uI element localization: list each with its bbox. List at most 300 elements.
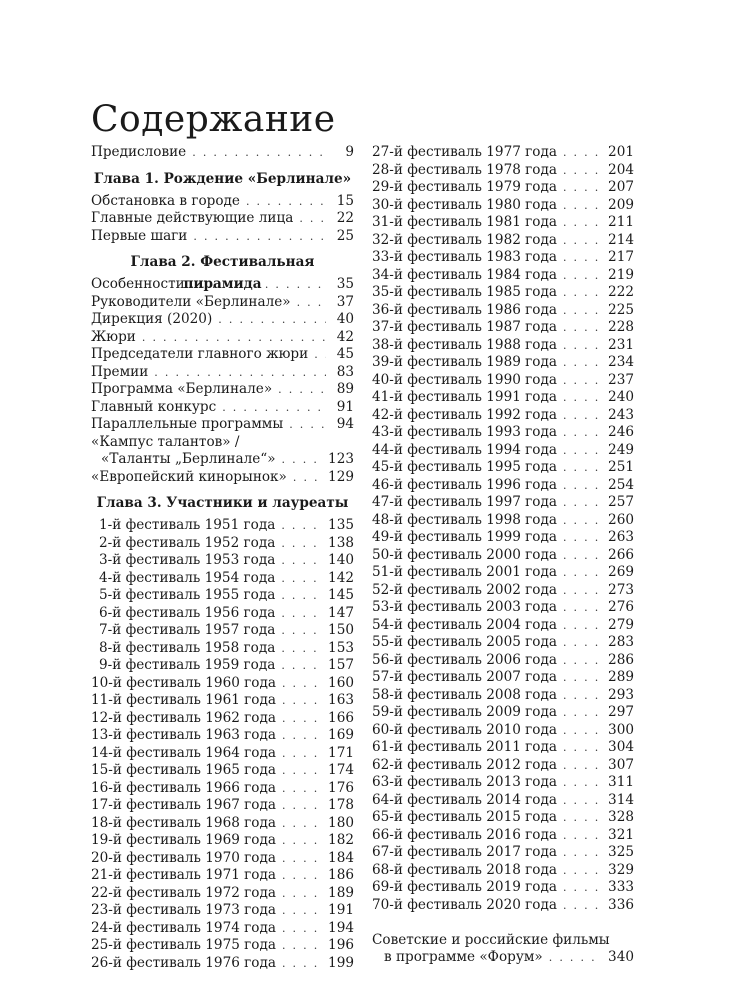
toc-page-number: 329	[608, 861, 634, 878]
toc-entry[interactable]	[91, 364, 354, 382]
toc-page-number: 201	[608, 144, 634, 160]
toc-page-number: 176	[328, 779, 354, 796]
dot-leader	[297, 294, 326, 312]
toc-entry[interactable]	[372, 214, 634, 232]
toc-page-number: 166	[328, 709, 354, 726]
toc-entry[interactable]	[91, 416, 354, 434]
toc-entry-title: 42-й фестиваль 1992 года	[372, 406, 557, 423]
toc-right-column	[372, 144, 634, 967]
toc-entry[interactable]	[91, 210, 354, 228]
dot-leader	[218, 311, 326, 329]
toc-entry-title: Первые шаги	[91, 227, 188, 244]
toc-entry-title: 17-й фестиваль 1967 года	[91, 797, 276, 813]
toc-entry-title: 37-й фестиваль 1987 года	[372, 319, 557, 335]
toc-entry[interactable]	[372, 634, 634, 652]
toc-entry[interactable]	[372, 459, 634, 477]
dot-leader	[563, 319, 602, 337]
toc-entry-title: 15-й фестиваль 1965 года	[91, 762, 276, 778]
dot-leader	[282, 850, 322, 868]
dot-leader	[563, 547, 602, 565]
toc-entry-title: 52-й фестиваль 2002 года	[372, 581, 557, 598]
toc-page-number: 171	[328, 744, 354, 761]
toc-entry-title: Предисловие	[91, 144, 187, 160]
toc-entry[interactable]	[91, 885, 354, 903]
toc-page-number: 169	[328, 727, 354, 743]
toc-page-number: 240	[608, 389, 634, 405]
toc-entry-title: 23-й фестиваль 1973 года	[91, 902, 276, 918]
toc-entry[interactable]	[372, 529, 634, 547]
toc-entry[interactable]	[91, 675, 354, 693]
toc-page-number: 191	[328, 902, 354, 918]
dot-leader	[282, 815, 322, 833]
toc-entry[interactable]	[372, 494, 634, 512]
toc-page-number: 186	[328, 867, 354, 883]
toc-page-number: 279	[608, 616, 634, 633]
dot-leader	[281, 622, 322, 640]
toc-page-number: 211	[608, 214, 634, 230]
toc-entry[interactable]	[372, 652, 634, 670]
dot-leader	[563, 582, 602, 600]
toc-entry[interactable]	[91, 399, 354, 417]
spacer	[372, 914, 634, 932]
toc-page-number: 160	[328, 674, 354, 691]
toc-entry-title: 46-й фестиваль 1996 года	[372, 476, 557, 493]
toc-entry[interactable]	[372, 669, 634, 687]
dot-leader	[192, 144, 326, 162]
toc-entry[interactable]	[372, 792, 634, 810]
toc-entry-title: Главные действующие лица	[91, 210, 294, 226]
toc-entry[interactable]	[372, 547, 634, 565]
dot-leader	[282, 780, 322, 798]
toc-page-number: 249	[608, 441, 634, 458]
dot-leader	[563, 214, 602, 232]
toc-entry[interactable]	[91, 780, 354, 798]
dot-leader	[282, 955, 322, 973]
toc-page-number: 145	[328, 587, 354, 603]
dot-leader	[563, 897, 602, 915]
toc-page-number: 147	[328, 604, 354, 621]
toc-page-number: 199	[328, 954, 354, 971]
toc-page-number: 138	[328, 534, 354, 551]
dot-leader	[246, 193, 326, 211]
chapter-3-entries	[91, 517, 354, 972]
toc-entry-title: Обстановка в городе	[91, 192, 240, 209]
toc-entry-title: 20-й фестиваль 1970 года	[91, 849, 276, 866]
toc-entry[interactable]	[91, 605, 354, 623]
toc-entry-title: 31-й фестиваль 1981 года	[372, 214, 557, 230]
toc-entry[interactable]	[91, 955, 354, 973]
toc-entry-title: 18-й фестиваль 1968 года	[91, 814, 276, 831]
toc-entry[interactable]	[91, 657, 354, 675]
toc-entry[interactable]	[91, 640, 354, 658]
toc-entry[interactable]	[372, 249, 634, 267]
dot-leader	[563, 634, 602, 652]
toc-page-number: 254	[608, 476, 634, 493]
dot-leader	[563, 407, 602, 425]
toc-entry[interactable]	[372, 739, 634, 757]
toc-entry[interactable]	[372, 827, 634, 845]
toc-entry[interactable]	[91, 346, 354, 364]
toc-page-number: 214	[608, 231, 634, 248]
toc-page-number: 314	[608, 791, 634, 808]
dot-leader	[293, 469, 322, 487]
toc-page-number: 257	[608, 494, 634, 510]
toc-page-number: 321	[608, 826, 634, 843]
dot-leader	[282, 832, 322, 850]
toc-entry-title: 62-й фестиваль 2012 года	[372, 756, 557, 773]
toc-page-number: 231	[608, 336, 634, 353]
toc-entry[interactable]	[372, 722, 634, 740]
dot-leader	[281, 657, 322, 675]
toc-entry[interactable]	[372, 267, 634, 285]
dot-leader	[563, 232, 602, 250]
toc-entry[interactable]	[372, 197, 634, 215]
toc-page-number: 163	[328, 692, 354, 708]
toc-page-number: 150	[328, 622, 354, 638]
toc-page-number: 293	[608, 686, 634, 703]
dot-leader	[193, 228, 326, 246]
dot-leader	[222, 399, 326, 417]
toc-page-number: 228	[608, 319, 634, 335]
toc-entry[interactable]	[91, 329, 354, 347]
dot-leader	[563, 862, 602, 880]
toc-page-number: 217	[608, 249, 634, 265]
toc-entry-title: Председатели главного жюри	[91, 346, 309, 362]
toc-entry-title: 65-й фестиваль 2015 года	[372, 809, 557, 825]
toc-page-number: 140	[328, 552, 354, 568]
toc-entry-title: 44-й фестиваль 1994 года	[372, 441, 557, 458]
toc-entry[interactable]	[91, 193, 354, 211]
toc-page-number: 45	[336, 346, 354, 362]
toc-entry-title: 19-й фестиваль 1969 года	[91, 832, 276, 848]
toc-entry[interactable]	[372, 862, 634, 880]
toc-entry[interactable]	[372, 162, 634, 180]
chapter-heading-2[interactable]: Глава 2. Фестивальная пирамида	[130, 254, 315, 292]
toc-entry[interactable]	[372, 232, 634, 250]
dot-leader	[563, 442, 602, 460]
toc-entry-title: 26-й фестиваль 1976 года	[91, 954, 276, 971]
dot-leader	[563, 739, 602, 757]
toc-entry[interactable]	[372, 512, 634, 530]
toc-entry-title: 10-й фестиваль 1960 года	[91, 674, 276, 691]
chapter-heading-3[interactable]: Глава 3. Участники и лауреаты	[96, 495, 349, 511]
toc-entry[interactable]	[372, 477, 634, 495]
chapter-2-entries	[91, 276, 354, 434]
toc-entry[interactable]	[372, 582, 634, 600]
toc-entry-title: 36-й фестиваль 1986 года	[372, 301, 557, 318]
dot-leader	[282, 885, 322, 903]
toc-entry[interactable]	[372, 302, 634, 320]
toc-page-number: 157	[328, 657, 354, 673]
toc-entry[interactable]	[372, 617, 634, 635]
toc-entry-title: 13-й фестиваль 1963 года	[91, 727, 276, 743]
toc-entry-title: 25-й фестиваль 1975 года	[91, 937, 276, 953]
toc-page-number: 219	[608, 266, 634, 283]
dot-leader	[282, 867, 322, 885]
toc-entry-title: 57-й фестиваль 2007 года	[372, 669, 557, 685]
dot-leader	[563, 337, 602, 355]
toc-entry[interactable]	[372, 774, 634, 792]
toc-entry[interactable]	[91, 815, 354, 833]
toc-entry-title: 47-й фестиваль 1997 года	[372, 494, 557, 510]
toc-entry-title: Советские и российские фильмы	[372, 931, 610, 948]
toc-entry-title: Руководители «Берлинале»	[91, 293, 291, 310]
dot-leader	[563, 704, 602, 722]
toc-entry-title: 48-й фестиваль 1998 года	[372, 511, 557, 528]
dot-leader	[563, 792, 602, 810]
dot-leader	[563, 599, 602, 617]
dot-leader	[563, 372, 602, 390]
dot-leader	[282, 745, 322, 763]
toc-entry-title: 70-й фестиваль 2020 года	[372, 896, 557, 913]
toc-entry[interactable]	[91, 276, 354, 294]
toc-page-number: 243	[608, 406, 634, 423]
dot-leader	[563, 459, 602, 477]
toc-page-number: 123	[328, 451, 354, 467]
toc-entry-preface[interactable]	[91, 144, 354, 162]
toc-entry[interactable]	[91, 622, 354, 640]
toc-entry-title: 24-й фестиваль 1974 года	[91, 919, 276, 936]
festival-entries	[372, 144, 634, 914]
toc-entry-title: 68-й фестиваль 2018 года	[372, 861, 557, 878]
dot-leader	[191, 276, 326, 294]
toc-page-number: 283	[608, 634, 634, 650]
chapter-1-entries	[91, 193, 354, 246]
toc-entry-campus-cont[interactable]	[91, 451, 354, 469]
dot-leader	[281, 517, 322, 535]
toc-page-number: 184	[328, 849, 354, 866]
toc-page-number: 300	[608, 721, 634, 738]
toc-entry[interactable]	[91, 692, 354, 710]
toc-entry[interactable]	[91, 937, 354, 955]
toc-entry-title: 59-й фестиваль 2009 года	[372, 704, 557, 720]
toc-page-number: 304	[608, 739, 634, 755]
toc-page-number: 89	[336, 381, 354, 397]
toc-entry-title: 3-й фестиваль 1953 года	[99, 552, 276, 568]
toc-entry[interactable]	[372, 704, 634, 722]
toc-entry-title: 34-й фестиваль 1984 года	[372, 266, 557, 283]
toc-entry[interactable]	[372, 757, 634, 775]
toc-entry[interactable]	[372, 284, 634, 302]
toc-entry-title: 9-й фестиваль 1959 года	[99, 657, 276, 673]
toc-entry[interactable]	[91, 228, 354, 246]
toc-entry[interactable]	[372, 407, 634, 425]
toc-entry[interactable]	[372, 442, 634, 460]
toc-entry[interactable]	[91, 832, 354, 850]
dot-leader	[289, 416, 326, 434]
toc-entry[interactable]	[372, 424, 634, 442]
toc-page-number: 222	[608, 284, 634, 300]
toc-page-number: 307	[608, 756, 634, 773]
toc-entry[interactable]	[91, 587, 354, 605]
dot-leader	[563, 354, 602, 372]
toc-page-number: 142	[328, 569, 354, 586]
toc-entry[interactable]	[91, 381, 354, 399]
toc-page-number: 263	[608, 529, 634, 545]
toc-page-number: 297	[608, 704, 634, 720]
toc-page-number: 9	[345, 144, 354, 160]
dot-leader	[563, 722, 602, 740]
toc-entry-title: 7-й фестиваль 1957 года	[99, 622, 276, 638]
toc-entry-title: 29-й фестиваль 1979 года	[372, 179, 557, 195]
toc-entry[interactable]	[91, 762, 354, 780]
toc-entry[interactable]	[91, 920, 354, 938]
toc-entry-title: Параллельные программы	[91, 416, 284, 432]
page-title: Содержание	[91, 99, 336, 140]
dot-leader	[563, 652, 602, 670]
toc-entry-title: 49-й фестиваль 1999 года	[372, 529, 557, 545]
toc-page-number: 276	[608, 599, 634, 615]
toc-left-column	[91, 144, 354, 972]
toc-entry-title: 64-й фестиваль 2014 года	[372, 791, 557, 808]
toc-entry-title: 1-й фестиваль 1951 года	[99, 517, 276, 533]
dot-leader	[563, 162, 602, 180]
toc-entry-title: 63-й фестиваль 2013 года	[372, 774, 557, 790]
toc-page-number: 37	[336, 293, 354, 310]
toc-page-number: 178	[328, 797, 354, 813]
toc-entry[interactable]	[372, 844, 634, 862]
dot-leader	[563, 809, 602, 827]
dot-leader	[563, 669, 602, 687]
toc-entry[interactable]	[91, 535, 354, 553]
toc-entry-title: 61-й фестиваль 2011 года	[372, 739, 557, 755]
toc-page-number: 91	[336, 398, 354, 415]
dot-leader	[282, 692, 322, 710]
toc-entry[interactable]	[372, 319, 634, 337]
toc-entry-title: Дирекция (2020)	[91, 311, 213, 327]
dot-leader	[282, 902, 322, 920]
dot-leader	[282, 937, 322, 955]
toc-entry[interactable]	[372, 389, 634, 407]
dot-leader	[563, 512, 602, 530]
toc-entry[interactable]	[372, 179, 634, 197]
toc-entry-title: 32-й фестиваль 1982 года	[372, 231, 557, 248]
dot-leader	[563, 687, 602, 705]
toc-page-number: 35	[336, 276, 354, 292]
toc-entry-title: 4-й фестиваль 1954 года	[99, 569, 276, 586]
toc-entry-title: 54-й фестиваль 2004 года	[372, 616, 557, 633]
toc-entry[interactable]	[372, 372, 634, 390]
dot-leader	[142, 329, 326, 347]
dot-leader	[281, 535, 322, 553]
toc-entry-title: 60-й фестиваль 2010 года	[372, 721, 557, 738]
dot-leader	[563, 757, 602, 775]
toc-page-number: 311	[608, 774, 634, 790]
dot-leader	[563, 494, 602, 512]
toc-entry-title: 16-й фестиваль 1966 года	[91, 779, 276, 796]
toc-entry-title: 14-й фестиваль 1964 года	[91, 744, 276, 761]
toc-page-number: 22	[336, 210, 354, 226]
dot-leader	[563, 529, 602, 547]
toc-entry-title: 55-й фестиваль 2005 года	[372, 634, 557, 650]
toc-page-number: 260	[608, 511, 634, 528]
dot-leader	[563, 302, 602, 320]
toc-entry[interactable]	[372, 564, 634, 582]
toc-entry-title: 53-й фестиваль 2003 года	[372, 599, 557, 615]
toc-entry-title: 33-й фестиваль 1983 года	[372, 249, 557, 265]
toc-page-number: 83	[336, 363, 354, 380]
toc-entry-title: 22-й фестиваль 1972 года	[91, 884, 276, 901]
toc-entry-title: 12-й фестиваль 1962 года	[91, 709, 276, 726]
toc-entry[interactable]	[372, 897, 634, 915]
toc-entry[interactable]	[91, 517, 354, 535]
toc-entry[interactable]	[91, 294, 354, 312]
toc-page-number: 289	[608, 669, 634, 685]
toc-entry-title: 51-й фестиваль 2001 года	[372, 564, 557, 580]
toc-entry-market[interactable]	[91, 469, 354, 487]
toc-entry-title: 45-й фестиваль 1995 года	[372, 459, 557, 475]
toc-entry[interactable]	[372, 687, 634, 705]
toc-entry-title: 6-й фестиваль 1956 года	[99, 604, 276, 621]
toc-page-number: 246	[608, 424, 634, 440]
dot-leader	[282, 451, 323, 469]
toc-entry-title: «Европейский кинорынок»	[91, 468, 287, 485]
toc-page-number: 153	[328, 639, 354, 656]
dot-leader	[282, 920, 322, 938]
toc-entry[interactable]	[91, 745, 354, 763]
toc-entry[interactable]	[372, 144, 634, 162]
toc-entry[interactable]	[372, 879, 634, 897]
chapter-heading-1[interactable]: Глава 1. Рождение «Берлинале»	[93, 170, 352, 187]
toc-page-number: 194	[328, 919, 354, 936]
toc-entry-title: 58-й фестиваль 2008 года	[372, 686, 557, 703]
toc-entry-title: 11-й фестиваль 1961 года	[91, 692, 276, 708]
toc-entry-appendix-cont[interactable]	[372, 949, 634, 967]
dot-leader	[563, 249, 602, 267]
dot-leader	[563, 844, 602, 862]
dot-leader	[299, 210, 326, 228]
toc-entry[interactable]	[91, 727, 354, 745]
toc-page-number: 15	[336, 192, 354, 209]
toc-entry-appendix[interactable]	[372, 932, 634, 950]
toc-page-number: 42	[336, 328, 354, 345]
dot-leader	[563, 774, 602, 792]
dot-leader	[282, 727, 322, 745]
toc-entry[interactable]	[91, 902, 354, 920]
toc-entry-campus[interactable]	[91, 434, 354, 452]
toc-entry[interactable]	[91, 570, 354, 588]
dot-leader	[563, 284, 602, 302]
toc-page-number: 237	[608, 371, 634, 388]
toc-entry-title: 50-й фестиваль 2000 года	[372, 546, 557, 563]
toc-entry-title: 5-й фестиваль 1955 года	[99, 587, 276, 603]
toc-entry[interactable]	[91, 867, 354, 885]
toc-entry[interactable]	[91, 552, 354, 570]
toc-entry-title: 27-й фестиваль 1977 года	[372, 144, 557, 160]
toc-entry[interactable]	[372, 809, 634, 827]
toc-entry-title: 30-й фестиваль 1980 года	[372, 196, 557, 213]
toc-entry[interactable]	[372, 337, 634, 355]
toc-entry-title: 67-й фестиваль 2017 года	[372, 844, 557, 860]
toc-page-number: 251	[608, 459, 634, 475]
dot-leader	[282, 675, 322, 693]
toc-entry[interactable]	[91, 311, 354, 329]
toc-entry[interactable]	[372, 354, 634, 372]
toc-page-number: 266	[608, 546, 634, 563]
toc-page-number: 325	[608, 844, 634, 860]
toc-entry[interactable]	[91, 710, 354, 728]
toc-entry[interactable]	[372, 599, 634, 617]
toc-entry-title: 39-й фестиваль 1989 года	[372, 354, 557, 370]
toc-entry-title: Особенности	[91, 276, 185, 292]
toc-entry-title: 40-й фестиваль 1990 года	[372, 371, 557, 388]
toc-entry-title: «Кампус талантов» /	[91, 433, 240, 450]
toc-entry[interactable]	[91, 850, 354, 868]
toc-page-number: 207	[608, 179, 634, 195]
toc-entry-title: 8-й фестиваль 1958 года	[99, 639, 276, 656]
toc-entry[interactable]	[91, 797, 354, 815]
dot-leader	[563, 827, 602, 845]
